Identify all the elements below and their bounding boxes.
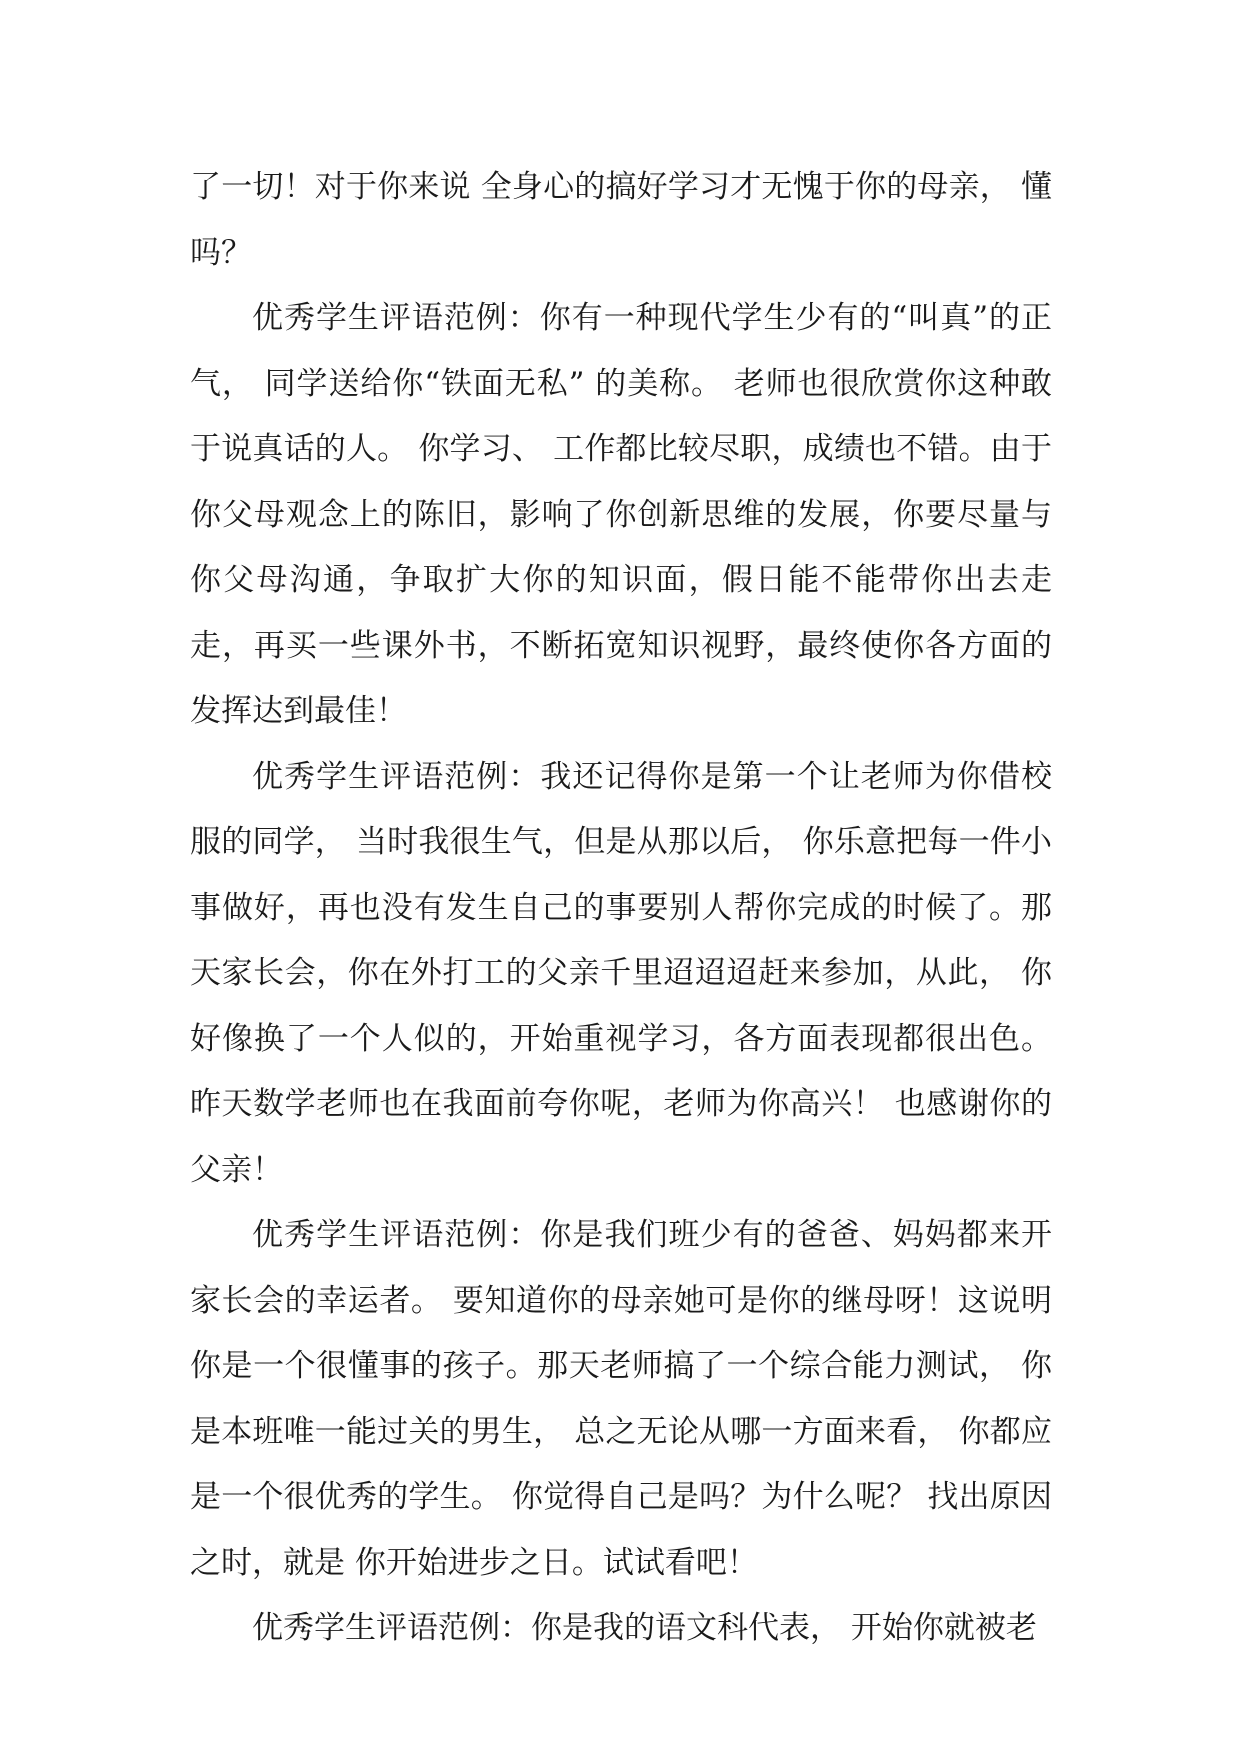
paragraph-evaluation-4: 优秀学生评语范例：你是我的语文科代表， 开始你就被老 — [252, 1610, 1037, 1646]
paragraph-continued: 了一切！对于你来说 全身心的搞好学习才无愧于你的母亲， 懂吗？ — [190, 169, 1052, 271]
document-body — [190, 155, 1052, 1662]
paragraph-evaluation-3: 优秀学生评语范例：你是我们班少有的爸爸、妈妈都来开家长会的幸运者。 要知道你的母亲她可是你的继母呀！这说明你是一个很懂事的孩子。那天老师搞了一个综合能力测试， 你是本班唯一能过关的男生， 总之无论从哪一方面来看， 你都应是一个很优秀的学生。 你觉得自己是吗？为什么呢？ 找出原因之时，就是 你开始进步之日。试试看吧！ — [190, 1217, 1052, 1581]
paragraph-evaluation-2: 优秀学生评语范例：我还记得你是第一个让老师为你借校服的同学， 当时我很生气，但是从那以后， 你乐意把每一件小事做好，再也没有发生自己的事要别人帮你完成的时候了。那天家长会，你在外打工的父亲千里迢迢迢赶来参加，从此， 你好像换了一个人似的，开始重视学习，各方面表现都很出色。昨天数学老师也在我面前夸你呢，老师为你高兴！ 也感谢你的父亲！ — [190, 758, 1052, 1188]
paragraph-evaluation-1: 优秀学生评语范例：你有一种现代学生少有的“叫真”的正气， 同学送给你“铁面无私” 的美称。 老师也很欣赏你这种敢于说真话的人。 你学习、 工作都比较尽职，成绩也不错。由于你父母观念上的陈旧，影响了你创新思维的发展，你要尽量与你父母沟通，争取扩大你的知识面，假日能不能带你出去走走，再买一些课外书，不断拓宽知识视野，最终使你各方面的发挥达到最佳！ — [190, 300, 1052, 729]
